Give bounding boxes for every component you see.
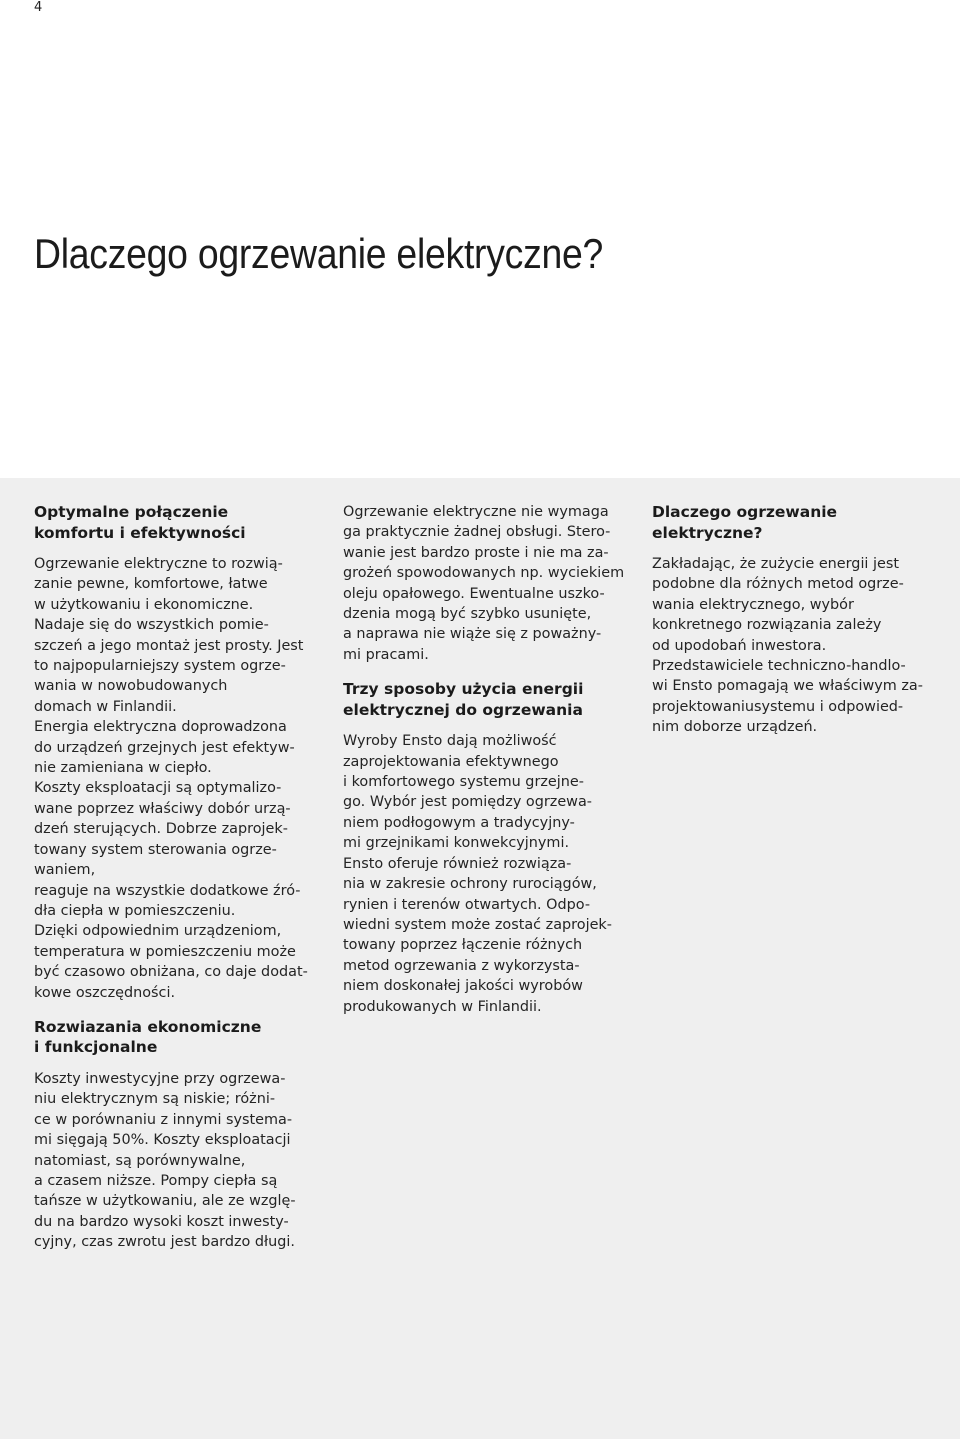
- text-line: elektrycznej do ogrzewania: [343, 700, 583, 719]
- text-line: Ensto oferuje również rozwiąza-: [343, 855, 572, 872]
- text-line: być czasowo obniżana, co daje dodat-: [34, 964, 308, 981]
- text-line: dzeń sterujących. Dobrze zaprojek-: [34, 821, 288, 838]
- text-line: komfortu i efektywności: [34, 523, 246, 542]
- text-line: Zakładając, że zużycie energii jest: [652, 556, 900, 572]
- text-line: mi grzejnikami konwekcyjnymi.: [343, 835, 570, 852]
- text-line: nia w zakresie ochrony rurociągów,: [343, 876, 597, 893]
- text-line: produkowanych w Finlandii.: [343, 998, 542, 1015]
- text-line: zaprojektowania efektywnego: [343, 753, 559, 770]
- text-line: zanie pewne, komfortowe, łatwe: [34, 576, 268, 593]
- text-line: Dlaczego ogrzewanie: [652, 503, 838, 521]
- text-line: ga praktycznie żadnej obsługi. Stero-: [343, 524, 611, 541]
- heading-optimal-combination: [34, 502, 320, 543]
- text-line: a czasem niższe. Pompy ciepła są: [34, 1172, 278, 1189]
- text-line: konkretnego rozwiązania zależy: [652, 617, 882, 634]
- text-line: Przedstawiciele techniczno-handlo-: [652, 658, 906, 675]
- text-line: reaguje na wszystkie dodatkowe źró-: [34, 882, 301, 899]
- paragraph-maintenance: [343, 502, 629, 665]
- text-line: wiedni system może zostać zaprojek-: [343, 916, 612, 933]
- text-line: wania elektrycznego, wybór: [652, 596, 854, 613]
- page-title: Dlaczego ogrzewanie elektryczne?: [34, 230, 604, 277]
- text-line: Koszty eksploatacji są optymalizo-: [34, 780, 282, 797]
- heading-three-ways: [343, 679, 629, 720]
- text-line: wane poprzez właściwy dobór urzą-: [34, 800, 291, 817]
- column-1: [34, 502, 320, 1253]
- text-line: i komfortowego systemu grzejne-: [343, 774, 584, 791]
- text-line: a naprawa nie wiąże się z poważny-: [343, 626, 602, 643]
- text-line: cyjny, czas zwrotu jest bardzo długi.: [34, 1234, 295, 1251]
- text-line: wania w nowobudowanych: [34, 678, 228, 695]
- text-line: nie zamieniana w ciepło.: [34, 760, 212, 777]
- text-line: Energia elektryczna doprowadzona: [34, 719, 287, 736]
- paragraph-comfort-efficiency: [34, 554, 320, 1003]
- text-line: niem podłogowym a tradycyjny-: [343, 814, 575, 831]
- text-line: dzenia mogą być szybko usunięte,: [343, 606, 592, 623]
- text-line: grożeń spowodowanych np. wyciekiem: [343, 565, 625, 582]
- text-line: wanie jest bardzo proste i nie ma za-: [343, 544, 609, 561]
- text-line: dła ciepła w pomieszczeniu.: [34, 902, 236, 919]
- text-line: mi sięgają 50%. Koszty eksploatacji: [34, 1132, 291, 1149]
- text-line: du na bardzo wysoki koszt inwesty-: [34, 1213, 289, 1230]
- text-line: domach w Finlandii.: [34, 698, 177, 715]
- text-line: go. Wybór jest pomiędzy ogrzewa-: [343, 794, 592, 811]
- text-line: mi pracami.: [343, 646, 429, 663]
- paragraph-representatives: [652, 554, 938, 738]
- text-line: niu elektrycznym są niskie; różni-: [34, 1091, 276, 1108]
- text-line: Ogrzewanie elektryczne to rozwią-: [34, 556, 283, 572]
- column-2: [343, 502, 629, 1017]
- text-line: do urządzeń grzejnych jest efektyw-: [34, 739, 295, 756]
- text-line: temperatura w pomieszczeniu może: [34, 943, 296, 960]
- text-line: ce w porównaniu z innymi systema-: [34, 1111, 293, 1128]
- paragraph-ensto-products: [343, 731, 629, 1017]
- text-line: oleju opałowego. Ewentualne uszko-: [343, 585, 605, 602]
- text-line: metod ogrzewania z wykorzysta-: [343, 957, 580, 974]
- paragraph-investment-costs: [34, 1069, 320, 1253]
- text-line: tańsze w użytkowaniu, ale ze wzglę-: [34, 1193, 296, 1210]
- text-line: wi Ensto pomagają we właściwym za-: [652, 678, 923, 695]
- text-line: niem doskonałej jakości wyrobów: [343, 978, 583, 995]
- text-line: nim doborze urządzeń.: [652, 719, 818, 736]
- text-line: rynien i terenów otwartych. Odpo-: [343, 896, 591, 913]
- text-line: waniem,: [34, 862, 96, 879]
- text-line: Koszty inwestycyjne przy ogrzewa-: [34, 1070, 286, 1087]
- text-line: i funkcjonalne: [34, 1038, 158, 1057]
- text-line: elektryczne?: [652, 523, 763, 542]
- text-line: podobne dla różnych metod ogrze-: [652, 576, 904, 593]
- text-line: Dzięki odpowiednim urządzeniom,: [34, 923, 282, 940]
- page-number: 4: [34, 0, 43, 15]
- text-line: Ogrzewanie elektryczne nie wymaga: [343, 504, 609, 520]
- text-line: Trzy sposoby użycia energii: [343, 680, 584, 699]
- text-line: Rozwiazania ekonomiczne: [34, 1017, 262, 1036]
- text-line: szczeń a jego montaż jest prosty. Jest: [34, 637, 304, 654]
- column-3: [652, 502, 938, 738]
- text-line: towany poprzez łączenie różnych: [343, 937, 583, 954]
- text-line: kowe oszczędności.: [34, 984, 176, 1001]
- text-line: projektowaniusystemu i odpowied-: [652, 698, 904, 715]
- text-line: Nadaje się do wszystkich pomie-: [34, 617, 269, 634]
- text-line: od upodobań inwestora.: [652, 637, 827, 654]
- text-line: towany system sterowania ogrze-: [34, 841, 277, 858]
- heading-why-electric: [652, 502, 938, 543]
- heading-economic-solutions: [34, 1017, 320, 1058]
- text-line: natomiast, są porównywalne,: [34, 1152, 246, 1169]
- text-line: w użytkowaniu i ekonomiczne.: [34, 596, 254, 613]
- text-line: Optymalne połączenie: [34, 503, 229, 521]
- text-line: to najpopularniejszy system ogrze-: [34, 658, 286, 675]
- text-line: Wyroby Ensto dają możliwość: [343, 733, 557, 750]
